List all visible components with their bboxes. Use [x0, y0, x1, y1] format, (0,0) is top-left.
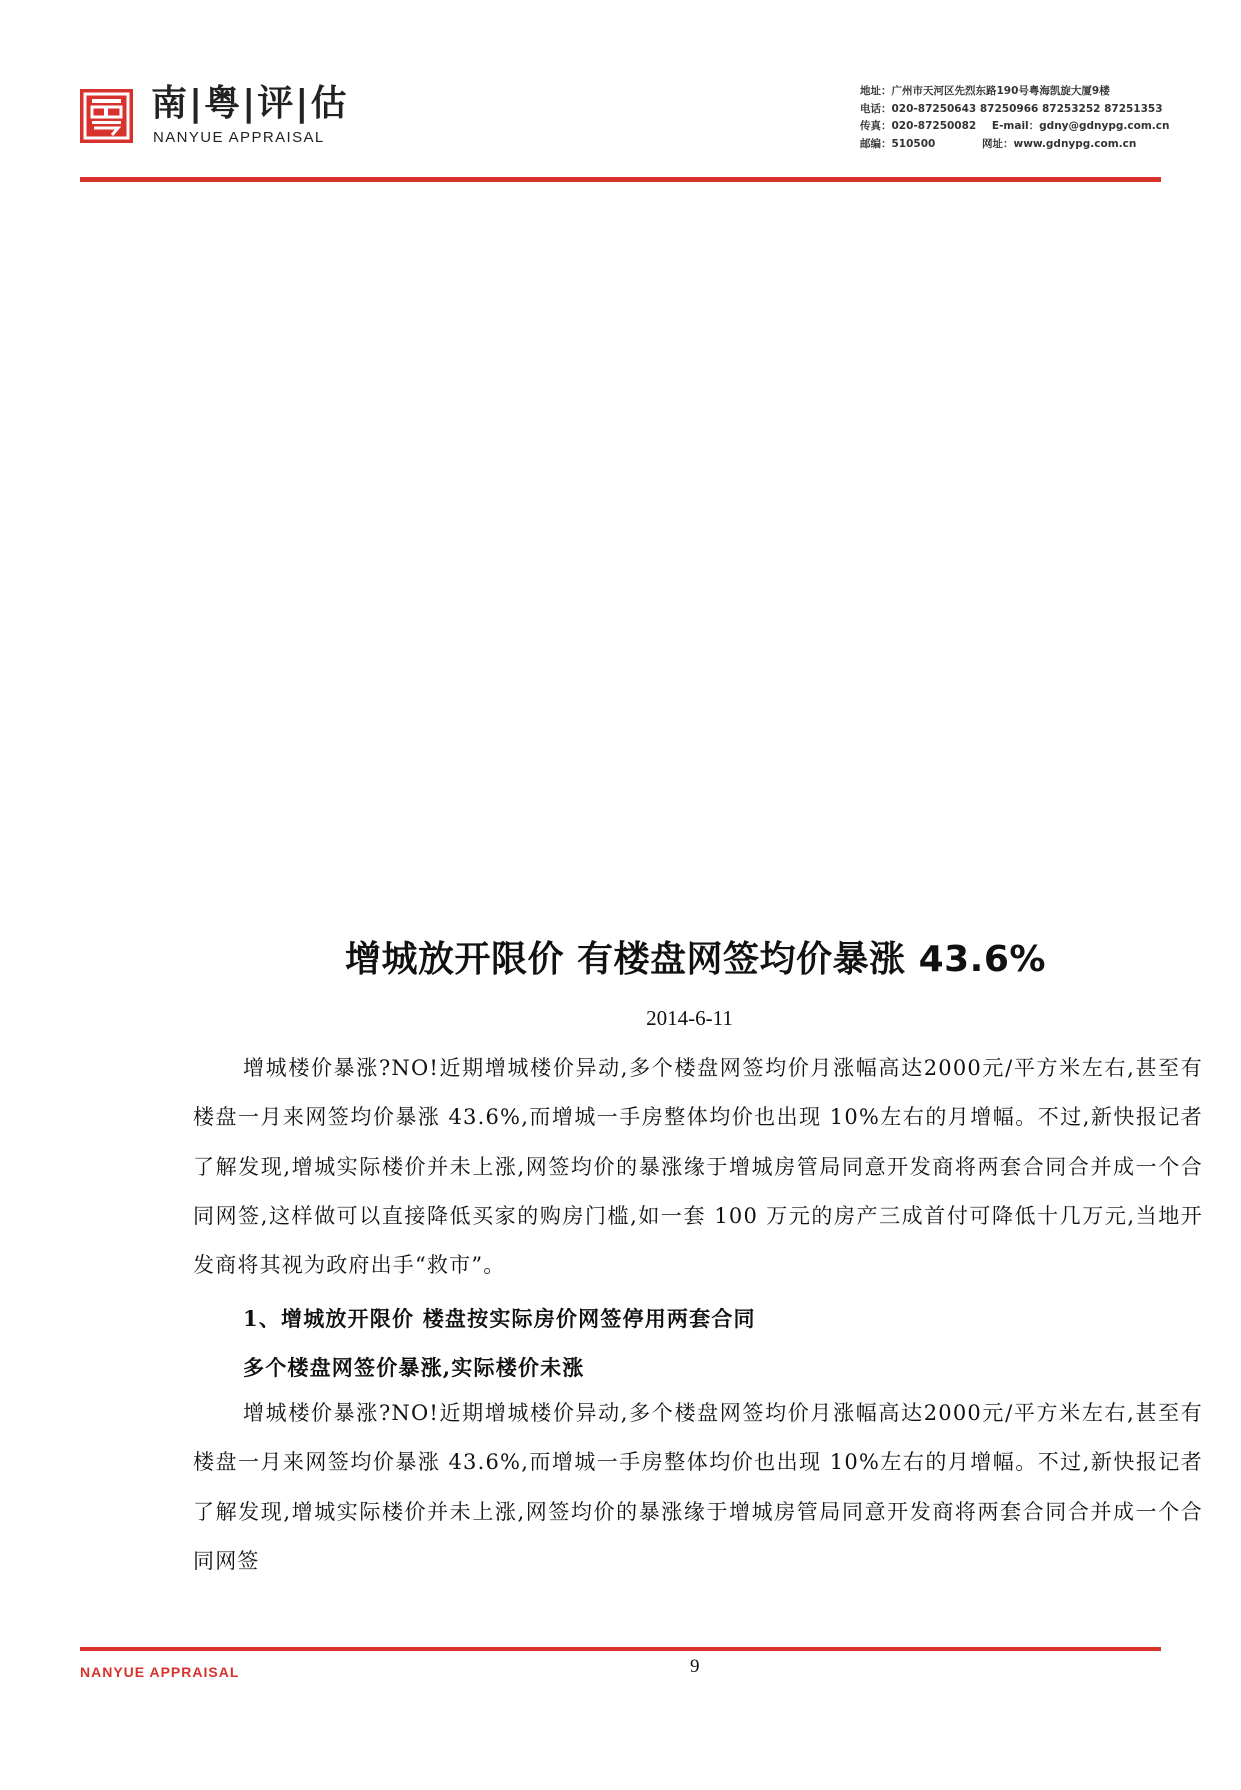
contact-fax-email: [860, 118, 1169, 136]
contact-block: [860, 83, 1169, 153]
sub-heading: 多个楼盘网签价暴涨,实际楼价未涨: [243, 1355, 585, 1380]
postcode-label: 邮编：: [860, 137, 892, 150]
header-divider: [80, 177, 1161, 182]
email-label: E-mail：: [991, 120, 1040, 132]
article-title: 增城放开限价 有楼盘网签均价暴涨 43.6%: [345, 939, 1046, 980]
article-paragraph-continued: 增城楼价暴涨?NO!近期增城楼价异动,多个楼盘网签均价月涨幅高达2000元/平方米左右,甚至有楼盘一月来网签均价暴涨 43.6%,而增城一手房整体均价也出现 10%左右的月增幅。不过,新快报记者了解发现,增城实际楼价并未上涨,网签均价的暴涨缘于增城房管局同意开发商将两套合同合并成一个合同网签: [193, 1401, 1203, 1573]
logo-english-name: NANYUE APPRAISAL: [153, 129, 325, 146]
section-heading: 1、增城放开限价 楼盘按实际房价网签停用两套合同: [243, 1306, 756, 1331]
logo-mark: [80, 89, 133, 143]
logo-chinese-name: 南|粤|评|估: [151, 83, 349, 124]
page-number: 9: [690, 1656, 700, 1677]
website-label: 网址：: [982, 137, 1014, 150]
phone-label: 电话：: [860, 102, 892, 115]
fax-label: 传真：: [860, 120, 892, 132]
footer-divider: [80, 1647, 1161, 1651]
fax-value: 020-87250082: [891, 120, 977, 132]
address-value: 广州市天河区先烈东路190号粤海凯旋大厦9楼: [891, 85, 1110, 97]
contact-postcode-web: [860, 136, 1169, 154]
contact-phone: [860, 101, 1169, 119]
website-value: www.gdnypg.com.cn: [1013, 137, 1137, 150]
footer-brand: NANYUE APPRAISAL: [80, 1664, 240, 1680]
contact-address: [860, 83, 1169, 101]
email-value: gdny@gdnypg.com.cn: [1039, 120, 1170, 132]
article-date: 2014-6-11: [646, 1006, 733, 1030]
article-paragraph: 增城楼价暴涨?NO!近期增城楼价异动,多个楼盘网签均价月涨幅高达2000元/平方米左右,甚至有楼盘一月来网签均价暴涨 43.6%,而增城一手房整体均价也出现 10%左右的月增幅。不过,新快报记者了解发现,增城实际楼价并未上涨,网签均价的暴涨缘于增城房管局同意开发商将两套合同合并成一个合同网签,这样做可以直接降低买家的购房门槛,如一套 100 万元的房产三成首付可降低十几万元,当地开发商将其视为政府出手“救市”。: [193, 1056, 1203, 1278]
address-label: 地址：: [860, 85, 892, 97]
phone-value: 020-87250643 87250966 87253252 87251353: [891, 102, 1163, 115]
postcode-value: 510500: [891, 137, 936, 150]
